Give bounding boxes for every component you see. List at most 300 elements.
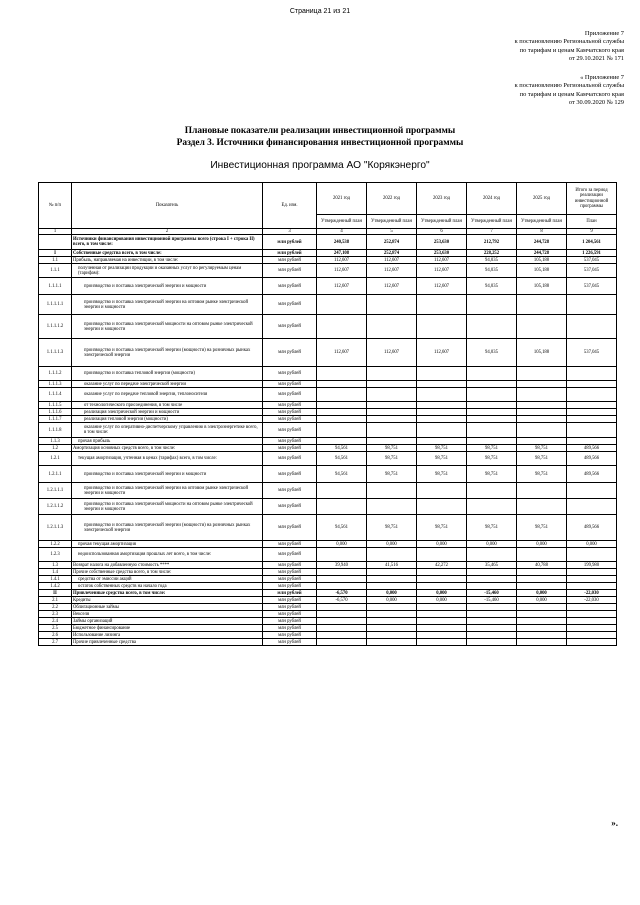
row-value-cell bbox=[317, 576, 367, 583]
row-value-cell: 0,000 bbox=[467, 541, 517, 548]
row-number-cell: II bbox=[39, 590, 72, 597]
row-number-cell: 2.1 bbox=[39, 597, 72, 604]
row-number-cell: 1.1.1.7 bbox=[39, 416, 72, 423]
row-value-cell bbox=[417, 381, 467, 388]
row-value-cell bbox=[567, 583, 617, 590]
row-value-cell bbox=[567, 438, 617, 445]
row-unit-cell: млн рублей bbox=[263, 381, 317, 388]
row-value-cell bbox=[317, 409, 367, 416]
column-number: 8 bbox=[517, 229, 567, 235]
row-indicator-cell: производство и поставка электрической энергии и мощности bbox=[72, 278, 263, 295]
table-row bbox=[39, 339, 617, 367]
header-total: Итого за период реализации инвестиционной программы bbox=[567, 183, 617, 215]
header-plan: Утвержденный план bbox=[417, 215, 467, 229]
row-value-cell: 1 226,591 bbox=[567, 250, 617, 257]
row-value-cell: -22,030 bbox=[567, 590, 617, 597]
row-value-cell bbox=[367, 423, 417, 438]
row-value-cell: 98,751 bbox=[367, 466, 417, 483]
row-value-cell bbox=[417, 416, 467, 423]
row-value-cell: 35,465 bbox=[467, 562, 517, 569]
table-row bbox=[39, 541, 617, 548]
row-value-cell bbox=[517, 604, 567, 611]
row-indicator-cell: Использование лизинга bbox=[72, 632, 263, 639]
row-unit-cell: млн рублей bbox=[263, 611, 317, 618]
row-unit-cell: млн рублей bbox=[263, 295, 317, 315]
row-indicator-cell: реализация тепловой энергии (мощности) bbox=[72, 416, 263, 423]
row-number-cell: 2.5 bbox=[39, 625, 72, 632]
row-value-cell bbox=[517, 416, 567, 423]
row-unit-cell: млн рублей bbox=[263, 452, 317, 466]
row-value-cell: 98,751 bbox=[417, 466, 467, 483]
row-value-cell bbox=[517, 295, 567, 315]
row-unit-cell: млн рублей bbox=[263, 597, 317, 604]
appendix-line: к постановлению Региональной службы bbox=[514, 82, 624, 90]
row-indicator-cell: оказание услуг по передаче тепловой энергии, теплоносителя bbox=[72, 388, 263, 402]
row-value-cell: 39,940 bbox=[317, 562, 367, 569]
row-value-cell bbox=[317, 625, 367, 632]
row-value-cell bbox=[367, 388, 417, 402]
row-value-cell bbox=[467, 625, 517, 632]
row-value-cell: 105,188 bbox=[517, 264, 567, 278]
row-value-cell bbox=[417, 315, 467, 339]
row-indicator-cell: производство и поставка электрической энергии (мощности) на розничных рынках электрической энергии bbox=[72, 339, 263, 367]
row-number-cell: 1.1.1.6 bbox=[39, 409, 72, 416]
row-number-cell: 1.4.1 bbox=[39, 576, 72, 583]
table-row bbox=[39, 618, 617, 625]
row-value-cell bbox=[517, 499, 567, 515]
row-value-cell bbox=[567, 548, 617, 562]
title-line: Плановые показатели реализации инвестиционной программы bbox=[184, 126, 456, 136]
row-value-cell: 252,874 bbox=[367, 235, 417, 250]
row-value-cell bbox=[367, 632, 417, 639]
row-value-cell bbox=[567, 569, 617, 576]
document-title bbox=[0, 125, 640, 149]
row-value-cell bbox=[517, 569, 567, 576]
row-indicator-cell: недоиспользованная амортизация прошлых лет всего, в том числе: bbox=[72, 548, 263, 562]
row-value-cell bbox=[467, 483, 517, 499]
row-unit-cell: млн рублей bbox=[263, 639, 317, 646]
row-value-cell bbox=[517, 639, 567, 646]
row-number-cell: 1.4 bbox=[39, 569, 72, 576]
row-indicator-cell: прочая прибыль bbox=[72, 438, 263, 445]
row-value-cell bbox=[417, 611, 467, 618]
row-value-cell bbox=[317, 388, 367, 402]
column-number: 1 bbox=[39, 229, 72, 235]
header-plan: Утвержденный план bbox=[317, 215, 367, 229]
row-indicator-cell: Прибыль, направляемая на инвестиции, в том числе: bbox=[72, 257, 263, 264]
row-number-cell: 1.1.1.1 bbox=[39, 278, 72, 295]
row-value-cell: -15,460 bbox=[467, 597, 517, 604]
row-value-cell bbox=[467, 381, 517, 388]
row-number-cell: 1.2 bbox=[39, 445, 72, 452]
row-value-cell: 489,566 bbox=[567, 466, 617, 483]
row-value-cell bbox=[517, 438, 567, 445]
row-value-cell bbox=[567, 315, 617, 339]
row-number-cell: 2.2 bbox=[39, 604, 72, 611]
row-value-cell: 244,728 bbox=[517, 235, 567, 250]
table-row bbox=[39, 264, 617, 278]
row-value-cell bbox=[317, 499, 367, 515]
table-row bbox=[39, 632, 617, 639]
row-value-cell: 112,607 bbox=[317, 257, 367, 264]
row-value-cell bbox=[367, 402, 417, 409]
table-row bbox=[39, 597, 617, 604]
row-value-cell bbox=[517, 625, 567, 632]
row-indicator-cell: Собственные средства всего, в том числе: bbox=[72, 250, 263, 257]
row-value-cell: 240,538 bbox=[317, 235, 367, 250]
row-value-cell bbox=[467, 409, 517, 416]
row-value-cell bbox=[317, 295, 367, 315]
row-value-cell bbox=[317, 438, 367, 445]
row-number-cell: 2.6 bbox=[39, 632, 72, 639]
row-value-cell bbox=[367, 499, 417, 515]
row-value-cell: 105,188 bbox=[517, 339, 567, 367]
row-unit-cell: млн рублей bbox=[263, 483, 317, 499]
appendix-line: к постановлению Региональной службы bbox=[514, 38, 624, 46]
row-value-cell: 112,607 bbox=[317, 278, 367, 295]
row-number-cell: 1.4.2 bbox=[39, 583, 72, 590]
row-value-cell bbox=[567, 402, 617, 409]
table-row bbox=[39, 423, 617, 438]
row-value-cell bbox=[367, 367, 417, 381]
row-indicator-cell: реализация электрической энергии и мощности bbox=[72, 409, 263, 416]
row-value-cell: 41,516 bbox=[367, 562, 417, 569]
row-value-cell bbox=[517, 618, 567, 625]
header-year: 2025 год bbox=[517, 183, 567, 215]
row-unit-cell: млн рублей bbox=[263, 632, 317, 639]
row-unit-cell: млн рублей bbox=[263, 562, 317, 569]
row-value-cell bbox=[467, 367, 517, 381]
row-unit-cell: млн рублей bbox=[263, 402, 317, 409]
header-plan: Утвержденный план bbox=[517, 215, 567, 229]
row-value-cell: 537,045 bbox=[567, 257, 617, 264]
row-value-cell bbox=[367, 483, 417, 499]
row-value-cell: 94,035 bbox=[467, 264, 517, 278]
table-row bbox=[39, 257, 617, 264]
row-unit-cell: млн рублей bbox=[263, 278, 317, 295]
table-row bbox=[39, 381, 617, 388]
row-value-cell bbox=[417, 409, 467, 416]
row-indicator-cell: производство и поставка электрической энергии на оптовом рынке электрической энергии и мощности bbox=[72, 483, 263, 499]
row-value-cell bbox=[317, 569, 367, 576]
row-value-cell bbox=[417, 632, 467, 639]
column-number: 2 bbox=[72, 229, 263, 235]
row-value-cell bbox=[317, 611, 367, 618]
row-unit-cell: млн рублей bbox=[263, 416, 317, 423]
row-number-cell: 1.1.1.1.1 bbox=[39, 295, 72, 315]
column-number: 4 bbox=[317, 229, 367, 235]
row-number-cell: 1.1.1.1.3 bbox=[39, 339, 72, 367]
row-value-cell bbox=[367, 618, 417, 625]
row-value-cell: 105,188 bbox=[517, 257, 567, 264]
row-value-cell: 253,630 bbox=[417, 250, 467, 257]
row-value-cell: 0,000 bbox=[567, 541, 617, 548]
row-value-cell: 94,561 bbox=[317, 445, 367, 452]
row-unit-cell: млн рублей bbox=[263, 388, 317, 402]
row-value-cell: 98,751 bbox=[467, 445, 517, 452]
appendix-note-current bbox=[515, 30, 624, 64]
table-row bbox=[39, 583, 617, 590]
table-row bbox=[39, 278, 617, 295]
row-value-cell bbox=[567, 381, 617, 388]
row-value-cell bbox=[517, 576, 567, 583]
row-number-cell bbox=[39, 235, 72, 250]
row-value-cell bbox=[317, 315, 367, 339]
row-unit-cell: млн рублей bbox=[263, 583, 317, 590]
row-value-cell bbox=[317, 632, 367, 639]
row-unit-cell: млн рублей bbox=[263, 618, 317, 625]
row-value-cell: 112,607 bbox=[367, 339, 417, 367]
row-value-cell bbox=[517, 548, 567, 562]
appendix-line: по тарифам и ценам Камчатского края bbox=[519, 90, 624, 98]
closing-quote-mark: ». bbox=[611, 818, 618, 828]
row-value-cell: 98,751 bbox=[517, 515, 567, 541]
row-unit-cell: млн рублей bbox=[263, 541, 317, 548]
row-value-cell bbox=[417, 388, 467, 402]
row-value-cell: 94,035 bbox=[467, 339, 517, 367]
row-value-cell: 98,751 bbox=[467, 466, 517, 483]
row-indicator-cell: Бюджетное финансирование bbox=[72, 625, 263, 632]
row-unit-cell: млн рублей bbox=[263, 257, 317, 264]
row-indicator-cell: оказание услуг по передаче электрической энергии bbox=[72, 381, 263, 388]
row-value-cell bbox=[367, 409, 417, 416]
row-number-cell: 1.1.1 bbox=[39, 264, 72, 278]
row-number-cell: 1.2.1 bbox=[39, 452, 72, 466]
row-value-cell bbox=[317, 604, 367, 611]
row-value-cell: 489,566 bbox=[567, 452, 617, 466]
header-plan-total: План bbox=[567, 215, 617, 229]
row-indicator-cell: Прочие привлеченные средства bbox=[72, 639, 263, 646]
row-value-cell bbox=[317, 402, 367, 409]
header-year: 2021 год bbox=[317, 183, 367, 215]
row-value-cell bbox=[467, 499, 517, 515]
row-value-cell bbox=[467, 569, 517, 576]
appendix-line: от 30.09.2020 № 129 bbox=[568, 99, 624, 107]
row-indicator-cell: Возврат налога на добавленную стоимость **** bbox=[72, 562, 263, 569]
row-unit-cell: млн рублей bbox=[263, 590, 317, 597]
row-number-cell: 1.2.2 bbox=[39, 541, 72, 548]
table-body bbox=[39, 235, 617, 646]
row-number-cell: I bbox=[39, 250, 72, 257]
table-row bbox=[39, 402, 617, 409]
row-unit-cell: млн рублей bbox=[263, 250, 317, 257]
row-unit-cell: млн рублей bbox=[263, 438, 317, 445]
row-indicator-cell: производство и поставка электрической мощности на оптовом рынке электрической энергии и мощности bbox=[72, 499, 263, 515]
row-value-cell bbox=[567, 604, 617, 611]
financing-sources-table bbox=[38, 182, 617, 646]
row-number-cell: 1.2.1.1.3 bbox=[39, 515, 72, 541]
table-row bbox=[39, 548, 617, 562]
row-value-cell: 98,751 bbox=[417, 515, 467, 541]
appendix-line: « Приложение 7 bbox=[580, 74, 624, 81]
row-unit-cell: млн рублей bbox=[263, 339, 317, 367]
row-value-cell: 40,788 bbox=[517, 562, 567, 569]
appendix-line: от 29.10.2021 № 171 bbox=[568, 55, 624, 63]
column-number: 9 bbox=[567, 229, 617, 235]
header-num: № п/п bbox=[39, 183, 72, 229]
row-value-cell bbox=[567, 625, 617, 632]
page-number-header: Страница 21 из 21 bbox=[289, 8, 351, 15]
header-year: 2022 год bbox=[367, 183, 417, 215]
row-value-cell bbox=[567, 632, 617, 639]
table-row bbox=[39, 250, 617, 257]
row-value-cell bbox=[517, 409, 567, 416]
column-number: 5 bbox=[367, 229, 417, 235]
row-value-cell bbox=[367, 625, 417, 632]
table-row bbox=[39, 315, 617, 339]
row-value-cell bbox=[517, 402, 567, 409]
row-unit-cell: млн рублей bbox=[263, 235, 317, 250]
row-number-cell: 1.2.3 bbox=[39, 548, 72, 562]
row-value-cell bbox=[467, 583, 517, 590]
row-value-cell: 112,607 bbox=[417, 257, 467, 264]
row-value-cell bbox=[417, 569, 467, 576]
row-value-cell bbox=[467, 416, 517, 423]
row-value-cell bbox=[317, 548, 367, 562]
row-value-cell bbox=[567, 639, 617, 646]
row-indicator-cell: текущая амортизация, учтенная в ценах (тарифах) всего, в том числе: bbox=[72, 452, 263, 466]
row-value-cell bbox=[517, 632, 567, 639]
row-number-cell: 1.1.1.3 bbox=[39, 381, 72, 388]
row-value-cell bbox=[567, 611, 617, 618]
table-row bbox=[39, 235, 617, 250]
row-value-cell: 98,751 bbox=[367, 452, 417, 466]
row-value-cell bbox=[467, 632, 517, 639]
row-value-cell: 105,188 bbox=[517, 278, 567, 295]
row-value-cell bbox=[567, 367, 617, 381]
row-value-cell: 98,751 bbox=[517, 466, 567, 483]
row-value-cell bbox=[567, 423, 617, 438]
row-value-cell: 94,561 bbox=[317, 466, 367, 483]
row-value-cell bbox=[567, 416, 617, 423]
row-unit-cell: млн рублей bbox=[263, 569, 317, 576]
row-value-cell: 0,000 bbox=[517, 541, 567, 548]
row-number-cell: 2.4 bbox=[39, 618, 72, 625]
row-value-cell bbox=[367, 548, 417, 562]
row-value-cell: 252,874 bbox=[367, 250, 417, 257]
table-row bbox=[39, 604, 617, 611]
row-value-cell bbox=[467, 315, 517, 339]
table-row bbox=[39, 625, 617, 632]
table-row bbox=[39, 388, 617, 402]
row-value-cell: 537,045 bbox=[567, 264, 617, 278]
row-value-cell bbox=[417, 576, 467, 583]
row-value-cell bbox=[417, 438, 467, 445]
row-value-cell bbox=[467, 576, 517, 583]
row-unit-cell: млн рублей bbox=[263, 315, 317, 339]
row-unit-cell: млн рублей bbox=[263, 445, 317, 452]
row-indicator-cell: производство и поставка электрической мощности на оптовом рынке электрической энергии и мощности bbox=[72, 315, 263, 339]
row-indicator-cell: производство и поставка электрической энергии и мощности bbox=[72, 466, 263, 483]
row-value-cell bbox=[367, 583, 417, 590]
table-row bbox=[39, 569, 617, 576]
row-value-cell bbox=[567, 295, 617, 315]
row-value-cell bbox=[517, 611, 567, 618]
row-value-cell: 112,607 bbox=[317, 339, 367, 367]
row-indicator-cell: от технологического присоединения, в том числе bbox=[72, 402, 263, 409]
row-value-cell: 0,000 bbox=[367, 597, 417, 604]
table-row bbox=[39, 367, 617, 381]
row-value-cell: 0,000 bbox=[417, 597, 467, 604]
row-value-cell: 212,792 bbox=[467, 235, 517, 250]
row-number-cell: 1.1.3 bbox=[39, 438, 72, 445]
row-indicator-cell: Облигационные займы bbox=[72, 604, 263, 611]
row-value-cell: 0,000 bbox=[417, 590, 467, 597]
row-value-cell: 94,561 bbox=[317, 452, 367, 466]
row-value-cell: 112,607 bbox=[367, 257, 417, 264]
row-value-cell bbox=[567, 618, 617, 625]
row-value-cell bbox=[417, 604, 467, 611]
row-value-cell: 98,751 bbox=[517, 445, 567, 452]
row-value-cell bbox=[567, 576, 617, 583]
row-value-cell: 0,000 bbox=[517, 590, 567, 597]
appendix-line: по тарифам и ценам Камчатского края bbox=[519, 46, 624, 54]
row-value-cell bbox=[317, 618, 367, 625]
row-indicator-cell: прочая текущая амортизация bbox=[72, 541, 263, 548]
row-value-cell bbox=[467, 388, 517, 402]
row-value-cell bbox=[317, 381, 367, 388]
row-value-cell: 228,252 bbox=[467, 250, 517, 257]
row-unit-cell: млн рублей bbox=[263, 625, 317, 632]
row-value-cell: -6,570 bbox=[317, 597, 367, 604]
row-indicator-cell: полученная от реализации продукции и оказанных услуг по регулируемым ценам (тарифам): bbox=[72, 264, 263, 278]
row-number-cell: 1.1.1.4 bbox=[39, 388, 72, 402]
row-unit-cell: млн рублей bbox=[263, 423, 317, 438]
row-value-cell: 94,035 bbox=[467, 278, 517, 295]
row-value-cell bbox=[467, 618, 517, 625]
row-value-cell: 253,630 bbox=[417, 235, 467, 250]
row-unit-cell: млн рублей bbox=[263, 576, 317, 583]
row-value-cell bbox=[417, 639, 467, 646]
row-value-cell bbox=[367, 639, 417, 646]
row-number-cell: 1.2.1.1 bbox=[39, 466, 72, 483]
row-value-cell bbox=[467, 402, 517, 409]
row-value-cell bbox=[417, 483, 467, 499]
row-value-cell bbox=[567, 388, 617, 402]
row-unit-cell: млн рублей bbox=[263, 409, 317, 416]
row-value-cell: -22,030 bbox=[567, 597, 617, 604]
row-value-cell bbox=[517, 423, 567, 438]
row-value-cell bbox=[417, 423, 467, 438]
row-value-cell bbox=[367, 569, 417, 576]
title-line: Раздел 3. Источники финансирования инвестиционной программы bbox=[176, 138, 464, 148]
row-unit-cell: млн рублей bbox=[263, 466, 317, 483]
row-value-cell: 0,000 bbox=[317, 541, 367, 548]
table-row bbox=[39, 438, 617, 445]
row-value-cell: 98,751 bbox=[417, 452, 467, 466]
row-value-cell bbox=[367, 416, 417, 423]
row-indicator-cell: Прочие собственные средства всего, в том числе: bbox=[72, 569, 263, 576]
row-value-cell bbox=[417, 295, 467, 315]
row-number-cell: 1.2.1.1.2 bbox=[39, 499, 72, 515]
row-value-cell: 0,000 bbox=[517, 597, 567, 604]
row-value-cell: 489,566 bbox=[567, 515, 617, 541]
row-value-cell: -6,570 bbox=[317, 590, 367, 597]
row-value-cell bbox=[317, 367, 367, 381]
appendix-line: Приложение 7 bbox=[584, 30, 624, 37]
header-year: 2023 год bbox=[417, 183, 467, 215]
table-row bbox=[39, 499, 617, 515]
row-value-cell: 112,607 bbox=[367, 278, 417, 295]
row-value-cell bbox=[417, 548, 467, 562]
row-value-cell bbox=[417, 625, 467, 632]
row-value-cell bbox=[317, 483, 367, 499]
table-row bbox=[39, 466, 617, 483]
row-indicator-cell: средства от эмиссии акций bbox=[72, 576, 263, 583]
row-value-cell bbox=[567, 483, 617, 499]
header-plan: Утвержденный план bbox=[467, 215, 517, 229]
row-value-cell bbox=[317, 583, 367, 590]
